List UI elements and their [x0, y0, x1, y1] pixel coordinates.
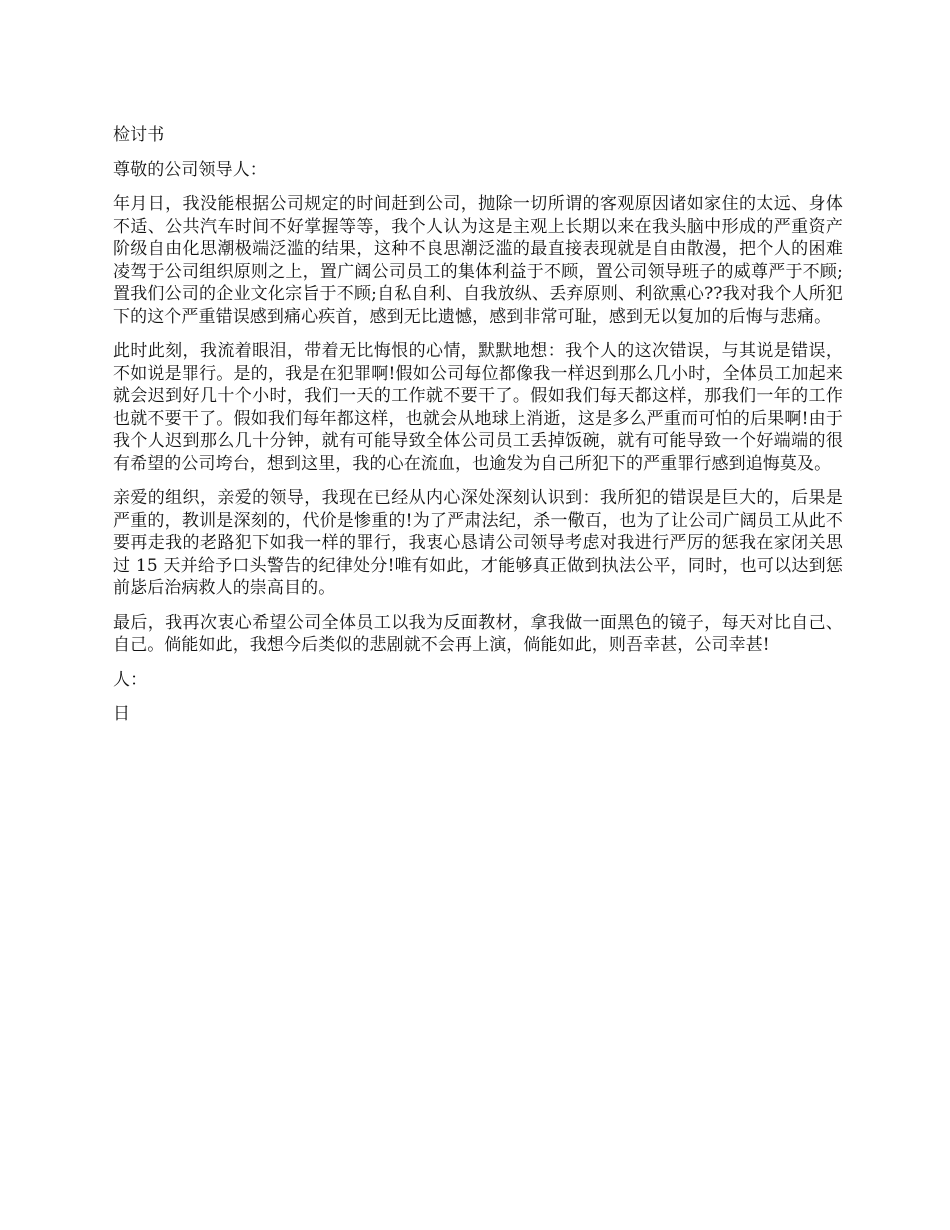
signature-label: 人：: [113, 669, 148, 690]
salutation: 尊敬的公司领导人：: [113, 159, 267, 180]
document-title: 检讨书: [113, 125, 165, 145]
paragraph-1: 年月日，我没能根据公司规定的时间赶到公司，抛除一切所谓的客观原因诸如家住的太远、身体不适、公共汽车时间不好掌握等等，我个人认为这是主观上长期以来在我头脑中形成的严重资产阶级自由化思潮极端泛滥的结果，这种不良思潮泛滥的最直接表现就是自由散漫，把个人的困难凌驾于公司组织原则之上，置广阔公司员工的集体利益于不顾，置公司领导班子的威尊严于不顾;置我们公司的企业文化宗旨于不顾;自私自利、自我放纵、丢弃原则、利欲熏心??我对我个人所犯下的这个严重错误感到痛心疾首，感到无比遗憾，感到非常可耻，感到无以复加的后悔与悲痛。: [113, 194, 843, 327]
date-label: 日: [113, 704, 131, 724]
paragraph-3: 亲爱的组织，亲爱的领导，我现在已经从内心深处深刻认识到：我所犯的错误是巨大的，后果是严重的，教训是深刻的，代价是惨重的!为了严肃法纪，杀一儆百，也为了让公司广阔员工从此不要再走我的老路犯下如我一样的罪行，我衷心恳请公司领导考虑对我进行严厉的惩我在家闭关思过 15 天并给予口头警告的纪律处分!唯有如此，才能够真正做到执法公平，同时，也可以达到惩前毖后治病救人的崇高目的。: [113, 488, 843, 598]
paragraph-2: 此时此刻，我流着眼泪，带着无比悔恨的心情，默默地想：我个人的这次错误，与其说是错误，不如说是罪行。是的，我是在犯罪啊!假如公司每位都像我一样迟到那么几小时，全体员工加起来就会迟到好几十个小时，我们一天的工作就不要干了。假如我们每天都这样，那我们一年的工作也就不要干了。假如我们每年都这样，也就会从地球上消逝，这是多么严重而可怕的后果啊!由于我个人迟到那么几十分钟，就有可能导致全体公司员工丢掉饭碗，就有可能导致一个好端端的很有希望的公司垮台，想到这里，我的心在流血，也逾发为自己所犯下的严重罪行感到追悔莫及。: [113, 341, 843, 474]
paragraph-4: 最后，我再次衷心希望公司全体员工以我为反面教材，拿我做一面黑色的镜子，每天对比自己、自己。倘能如此，我想今后类似的悲剧就不会再上演，倘能如此，则吾幸甚，公司幸甚!: [113, 612, 843, 655]
document-body: [113, 124, 843, 738]
